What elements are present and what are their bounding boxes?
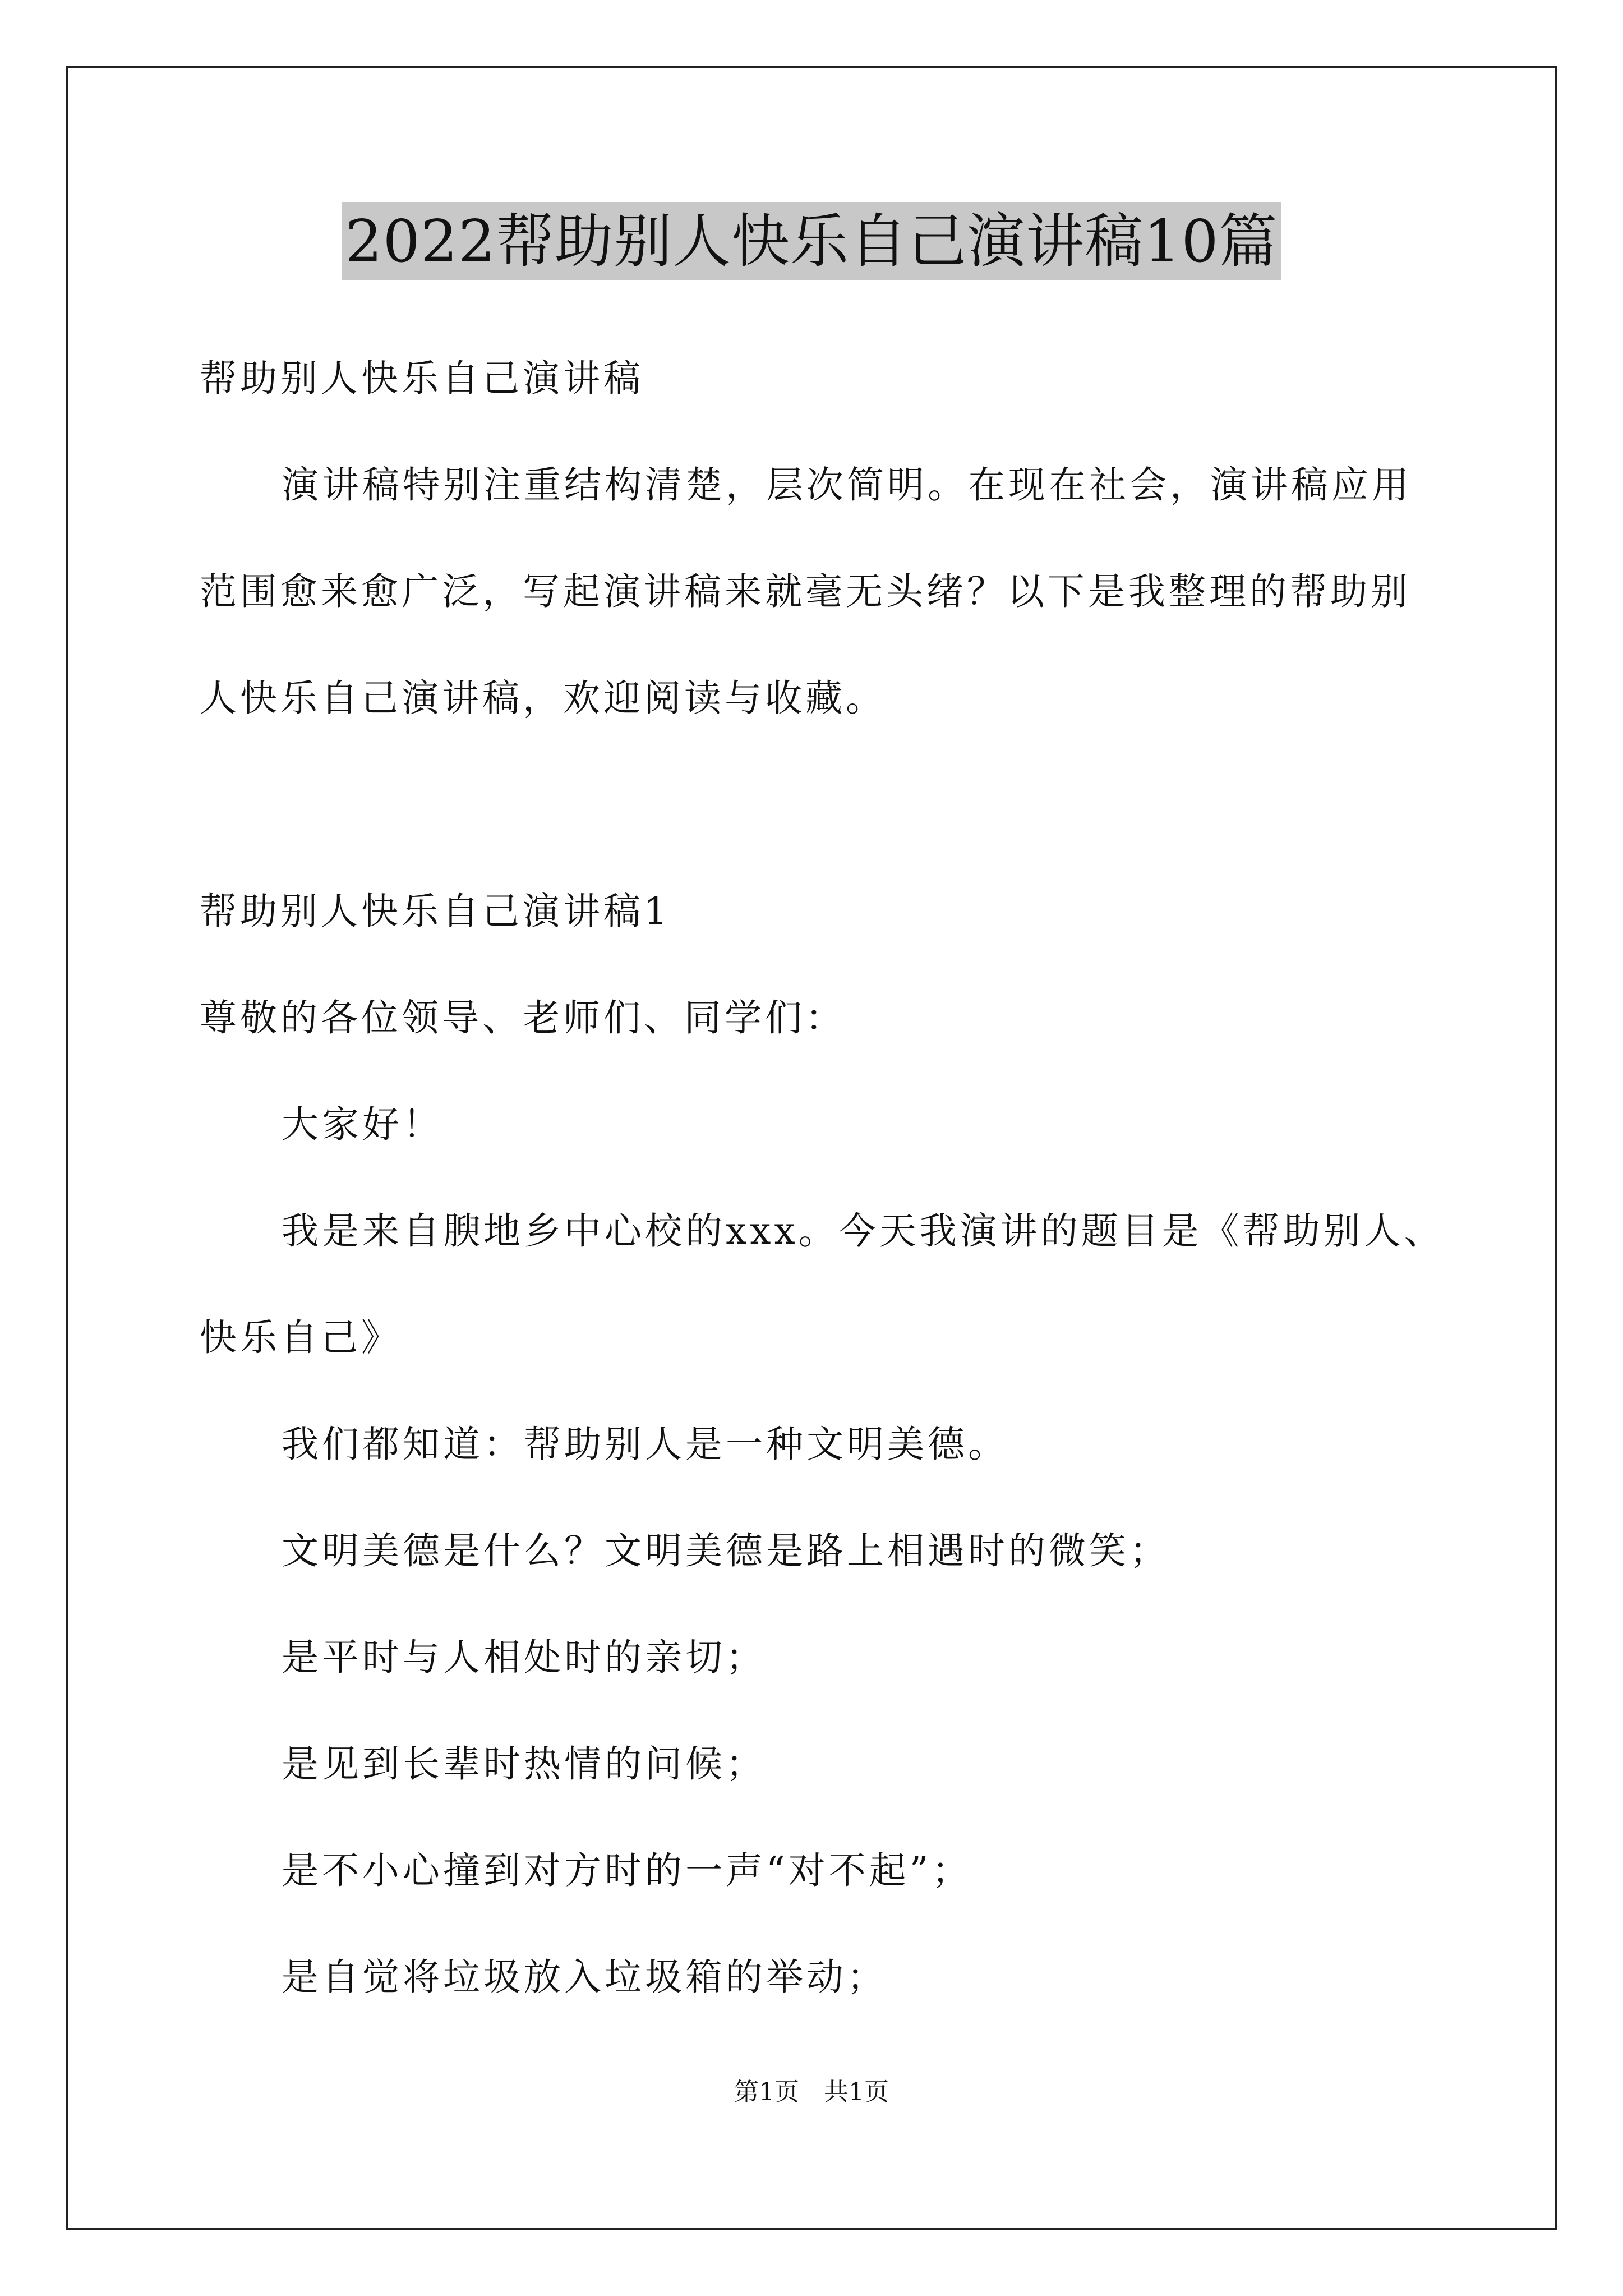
paragraph-line: 文明美德是什么？文明美德是路上相遇时的微笑； <box>282 1529 1170 1572</box>
document-title: 2022帮助别人快乐自己演讲稿10篇 <box>342 202 1281 280</box>
paragraph-line: 我是来自腴地乡中心校的xxx。今天我演讲的题目是《帮助别人、 <box>282 1209 1445 1253</box>
paragraph-line: 人快乐自己演讲稿，欢迎阅读与收藏。 <box>200 677 886 720</box>
paragraph-line: 演讲稿特别注重结构清楚，层次简明。在现在社会，演讲稿应用 <box>282 463 1412 507</box>
page-footer: 第1页 共1页 <box>734 2078 889 2106</box>
section-heading: 帮助别人快乐自己演讲稿1 <box>200 890 671 933</box>
title-container <box>0 202 1623 280</box>
paragraph-line: 是不小心撞到对方时的一声“对不起”； <box>282 1849 972 1892</box>
salutation: 尊敬的各位领导、老师们、同学们： <box>200 996 846 1039</box>
section-heading: 帮助别人快乐自己演讲稿 <box>200 357 644 400</box>
paragraph-line: 是平时与人相处时的亲切； <box>282 1636 766 1679</box>
paragraph-line: 我们都知道：帮助别人是一种文明美德。 <box>282 1423 1008 1466</box>
paragraph-line: 范围愈来愈广泛，写起演讲稿来就毫无头绪？以下是我整理的帮助别 <box>200 570 1411 613</box>
paragraph-line: 是见到长辈时热情的问候； <box>282 1742 766 1786</box>
paragraph-line: 快乐自己》 <box>200 1316 402 1359</box>
greeting: 大家好！ <box>282 1103 443 1146</box>
paragraph-line: 是自觉将垃圾放入垃圾箱的举动； <box>282 1955 887 1999</box>
